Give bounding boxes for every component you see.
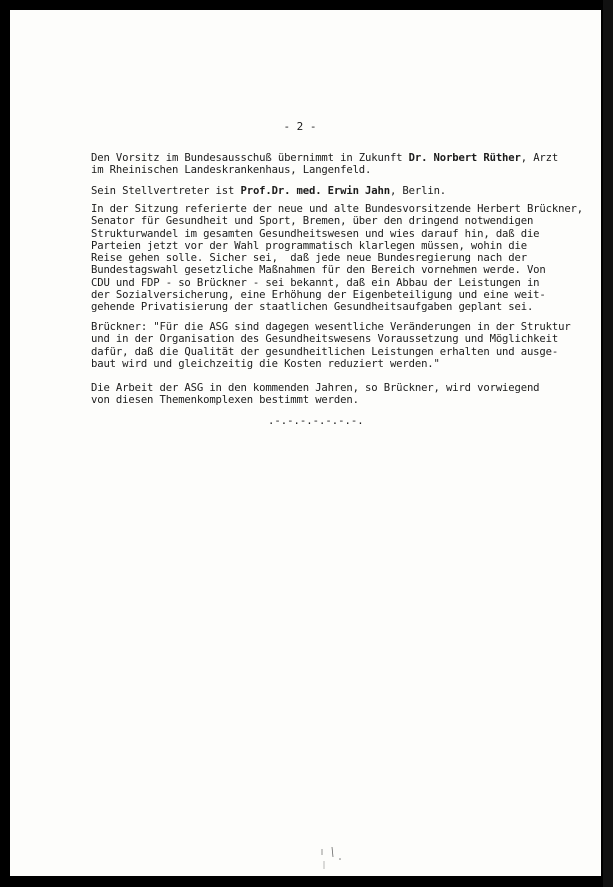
document-page: [10, 10, 601, 876]
paragraph-session-report: In der Sitzung referierte der neue und alte Bundesvorsitzende Herbert Brückner, Senator für Gesundheit und Sport, Bremen, über den dringend notwendigen Strukturwandel im gesamten Gesundheitswesen und wies darauf hin, daß die Parteien jetzt vor der Wahl programmatisch klarlegen müssen, wohin die Reise gehen solle. Sicher sei, daß jede neue Bundesregierung nach der Bundestagswahl gesetzliche Maßnahmen für den Bereich vornehmen werde. Von CDU und FDP - so Brückner - sei bekannt, daß ein Abbau der Leistungen in der Sozialversicherung, eine Erhöhung der Eigenbeteiligung und eine weit- gehende Privatisierung der staatlichen Gesundheitsaufgaben geplant sei.: [91, 203, 584, 314]
end-mark: .-.-.-.-.-.-.-.: [268, 415, 364, 427]
scan-edge: [603, 0, 613, 887]
page-number: - 2 -: [283, 120, 317, 133]
paragraph-deputy-text-pre: Sein Stellvertreter ist: [91, 185, 241, 197]
chair-name: Dr. Norbert Rüther: [408, 152, 521, 164]
paragraph-closing: Die Arbeit der ASG in den kommenden Jahren, so Brückner, wird vorwiegend von diesen Themenkomplexen bestimmt werden.: [91, 382, 540, 407]
deputy-name: Prof.Dr. med. Erwin Jahn: [240, 185, 390, 197]
paragraph-chair-text-pre: Den Vorsitz im Bundesausschuß übernimmt in Zukunft: [91, 152, 409, 164]
scan-specks: [310, 845, 350, 875]
paragraph-deputy-text-post: , Berlin.: [389, 185, 447, 197]
paragraph-chair: [91, 152, 571, 177]
paragraph-deputy: [91, 185, 571, 197]
paragraph-chair-text-post: , Arzt im Rheinischen Landeskrankenhaus, Langenfeld.: [91, 152, 559, 177]
paragraph-brueckner-quote: Brückner: "Für die ASG sind dagegen wesentliche Veränderungen in der Struktur und in der Organisation des Gesundheitswesens Voraussetzung und Möglichkeit dafür, daß die Qualität der gesundheitlichen Leistungen erhalten und ausge- baut wird und gleichzeitig die Kosten reduziert werden.": [91, 321, 571, 370]
